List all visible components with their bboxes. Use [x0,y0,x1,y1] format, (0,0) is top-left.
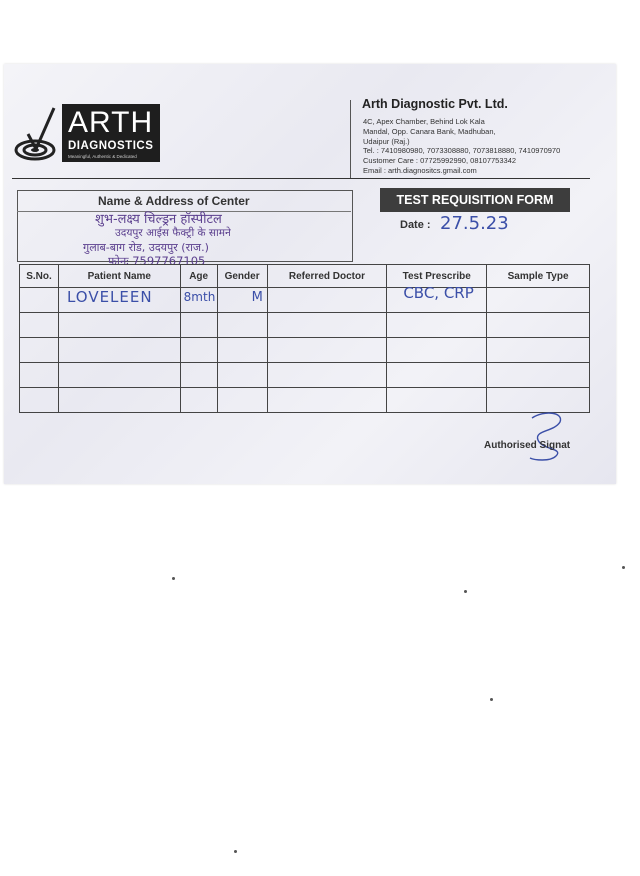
table-row [20,313,590,338]
cell [267,363,387,388]
cell-gender [217,288,267,313]
gender-handwriting: M [251,290,263,305]
address-line: Udaipur (Raj.) [363,137,410,146]
cell [20,363,59,388]
cell [58,338,180,363]
cell [487,338,590,363]
table-row [20,388,590,413]
stamp-line: शुभ-लक्ष्य चिल्ड्रन हॉस्पीटल [95,212,222,227]
table-row [20,363,590,388]
cell [20,388,59,413]
table-header-row [20,265,590,288]
cell [267,388,387,413]
cell [267,313,387,338]
cell [387,388,487,413]
customer-care-line: Customer Care : 07725992990, 08107753342 [363,156,517,165]
tests-handwriting: CBC, CRP [403,284,474,302]
cell [217,338,267,363]
authorised-signature-label: Authorised Signat [484,440,571,451]
stamp-line: उदयपुर आईस फैक्ट्री के सामने [115,227,231,239]
col-header-patient-name: Patient Name [58,265,180,288]
table-row [20,338,590,363]
speck [622,566,625,569]
signature-scribble [524,408,574,464]
speck [172,577,175,580]
requisition-table [19,264,590,413]
cell [180,313,217,338]
cell [180,363,217,388]
speck [490,698,493,701]
date-label: Date : [400,219,431,231]
email-line: Email : arth.diagnositcs.gmail.com [363,166,477,175]
address-line: Mandal, Opp. Canara Bank, Madhuban, [363,127,496,136]
cell [267,338,387,363]
cell [387,313,487,338]
cell [58,363,180,388]
stamp-phone: फोनः 7597767105 [108,254,206,268]
col-header-test-prescribe: Test Prescribe [387,265,487,288]
cell [387,363,487,388]
col-header-gender: Gender [217,265,267,288]
col-header-sample-type: Sample Type [487,265,590,288]
stamp-line: गुलाब-बाग रोड, उदयपुर (राज.) [83,241,209,254]
cell [180,388,217,413]
header-rule [12,178,590,179]
address-line: 4C, Apex Chamber, Behind Lok Kala [363,117,485,126]
col-header-age: Age [180,265,217,288]
cell [487,313,590,338]
cell-test-prescribe [387,284,487,313]
logo [62,104,160,162]
speck [464,590,467,593]
cell [217,313,267,338]
cell [387,338,487,363]
patient-name-handwriting: LOVELEEN [66,288,153,306]
date-value: 27.5.23 [440,213,509,234]
logo-subtitle: DIAGNOSTICS [68,140,154,152]
logo-word: ARTH [68,106,154,139]
cell [20,313,59,338]
cell [180,338,217,363]
age-handwriting: 8mth [183,290,216,304]
cell [58,313,180,338]
center-title: Name & Address of Center [98,194,250,208]
cell-age [180,288,217,313]
col-header-referred-doctor: Referred Doctor [267,265,387,288]
form-title: TEST REQUISITION FORM [380,188,570,212]
cell [217,363,267,388]
col-header-sno: S.No. [20,265,59,288]
speck [234,850,237,853]
cell-sample-type [487,288,590,313]
cell [487,363,590,388]
cell-patient-name [58,288,180,313]
header-divider [350,100,351,178]
company-name: Arth Diagnostic Pvt. Ltd. [362,97,508,111]
logo-target-icon [14,104,56,164]
cell-referred-doctor [267,288,387,313]
cell [20,338,59,363]
table-row [20,288,590,313]
cell [217,388,267,413]
logo-tagline: Meaningful, Authentic & Dedicated [68,154,137,159]
cell-sno [20,288,59,313]
phone-line: Tel. : 7410980980, 7073308880, 7073818880, 7410970970 [363,146,561,155]
cell [58,388,180,413]
